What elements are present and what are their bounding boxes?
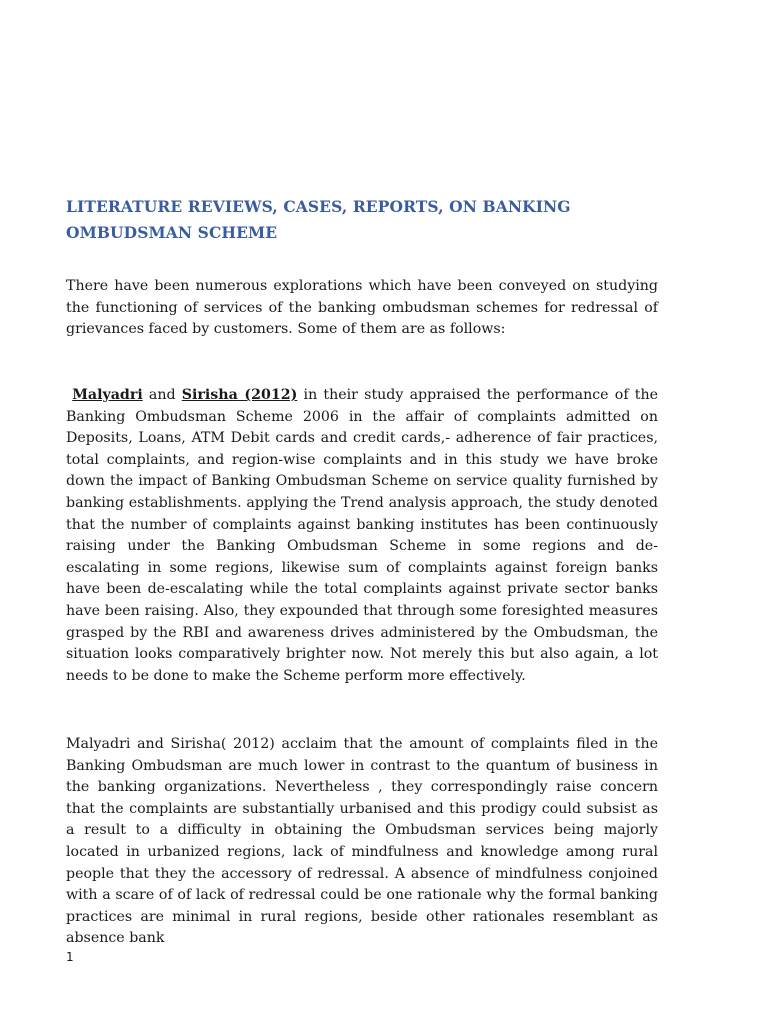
citation-author-2: Sirisha [181, 387, 238, 403]
citation-author-1: Malyadri [72, 387, 143, 403]
page-content [66, 0, 658, 1024]
review-paragraph-2: Malyadri and Sirisha( 2012) acclaim that the amount of complaints filed in the Banking Ombudsman are much lower in contrast to the quantum of business in the banking organizations. Nevertheless , they correspondingly raise concern that the complaints are substantially urbanised and this prodigy could subsist as a result to a difficulty in obtaining the Ombudsman services being majorly located in urbanized regions, lack of mindfulness and knowledge among rural people that they the accessory of redressal. A absence of mindfulness conjoined with a scare of of lack of redressal could be one rationale why the formal banking practices are minimal in rural regions, beside other rationales resemblant as absence bank [66, 736, 658, 947]
review-paragraph-1 [66, 385, 658, 687]
review-1-body: in their study appraised the performance of the Banking Ombudsman Scheme 2006 in the affair of complaints admitted on Deposits, Loans, ATM Debit cards and credit cards,- adherence of fair practices, total complaints, and region-wise complaints and in this study we have broke down the impact of Banking Ombudsman Scheme on service quality furnished by banking establishments. applying the Trend analysis approach, the study denoted that the number of complaints against banking institutes has been continuously raising under the Banking Ombudsman Scheme in some regions and de-escalating in some regions, likewise sum of complaints against foreign banks have been de-escalating while the total complaints against private sector banks have been raising. Also, they expounded that through some foresighted measures grasped by the RBI and awareness drives administered by the Ombudsman, the situation looks comparatively brighter now. Not merely this but also again, a lot needs to be done to make the Scheme perform more effectively. [66, 387, 658, 684]
section-heading [66, 194, 658, 246]
heading-line-1: LITERATURE REVIEWS, CASES, REPORTS, ON BANKING [66, 197, 571, 216]
page-number: 1 [66, 950, 74, 964]
citation-year: (2012) [244, 387, 298, 403]
heading-line-2: OMBUDSMAN SCHEME [66, 223, 278, 242]
citation-conjunction: and [142, 387, 182, 403]
intro-paragraph: There have been numerous explorations which have been conveyed on studying the functioning of services of the banking ombudsman schemes for redressal of grievances faced by customers. Some of them are as follows: [66, 278, 658, 338]
